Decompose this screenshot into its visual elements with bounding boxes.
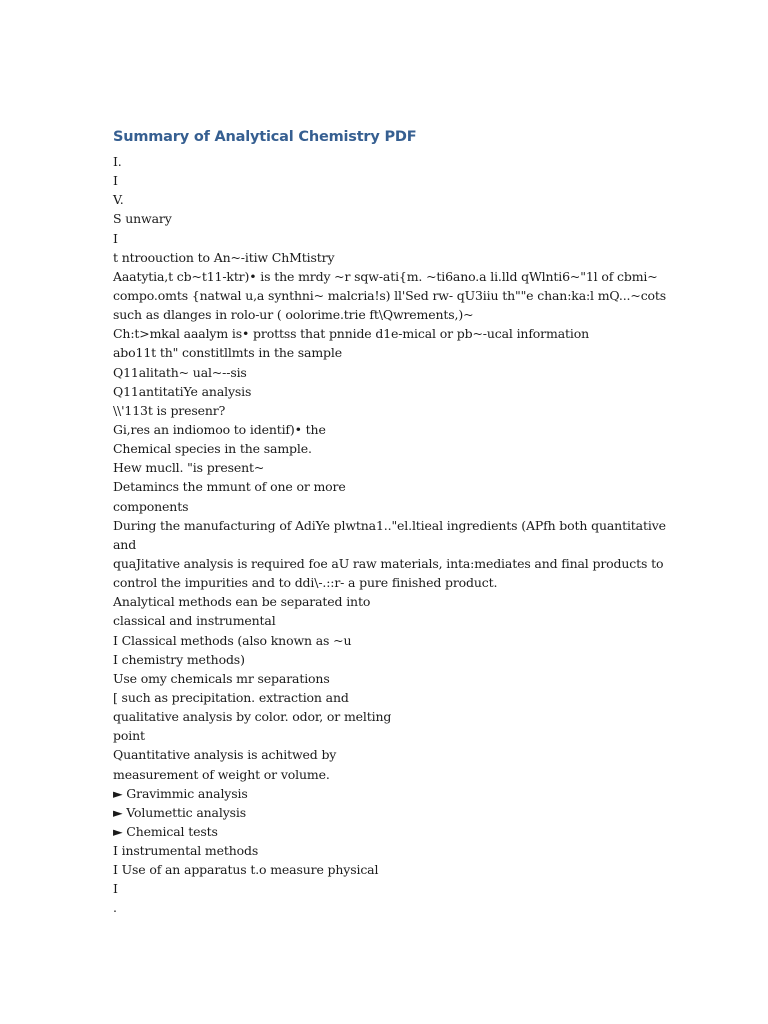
text-line: I. [113, 154, 122, 169]
text-line: S unwary [113, 211, 172, 227]
text-line: quaJitative analysis is required foe aU raw materials, inta:mediates and final products to [113, 555, 664, 571]
text-line: compo.omts {natwal u,a synthni~ malcria!s) ll'Sed rw- qU3iiu th""e chan:ka:l mQ...~cots [113, 287, 667, 303]
text-line: Hew mucll. "is present~ [113, 460, 265, 476]
text-line: I Use of an apparatus t.o measure physical [113, 862, 379, 878]
text-line: [ such as precipitation. extraction and [113, 689, 349, 705]
text-line: qualitative analysis by color. odor, or melting [113, 709, 392, 725]
text-line: \\'113t is presenr? [113, 402, 226, 418]
text-line: and [113, 536, 137, 552]
text-line: measurement of weight or volume. [113, 766, 330, 782]
document-page [113, 126, 713, 918]
text-line: Q11antitatiYe analysis [113, 383, 252, 399]
text-line: V. [113, 192, 124, 208]
text-line: I Classical methods (also known as ~u [113, 632, 352, 648]
text-line: . [113, 900, 117, 916]
document-body [113, 152, 713, 918]
text-line: control the impurities and to ddi\-.::r- a pure finished product. [113, 575, 498, 591]
text-line: ► Gravimmic analysis [113, 785, 248, 801]
text-line: point [113, 728, 145, 744]
text-line: ► Volumettic analysis [113, 804, 247, 820]
text-line: Ch:t>mkal aaalym is• prottss that pnnide d1e-mical or pb~-ucal information [113, 326, 590, 342]
text-line: Gi,res an indiomoo to identif)• the [113, 421, 326, 437]
text-line: I [113, 173, 118, 189]
text-line: I chemistry methods) [113, 651, 245, 667]
text-line: Q11alitath~ ual~--sis [113, 364, 247, 380]
text-line: abo11t th" constitllmts in the sample [113, 345, 343, 361]
text-line: Quantitative analysis is achitwed by [113, 747, 337, 763]
text-line: Analytical methods ean be separated into [113, 594, 371, 610]
text-line: ► Chemical tests [113, 823, 218, 839]
text-line: Use omy chemicals mr separations [113, 670, 330, 686]
text-line: components [113, 498, 189, 514]
text-line: I [113, 881, 118, 897]
text-line: Chemical species in the sample. [113, 441, 312, 457]
text-line: such as dlanges in rolo-ur ( oolorime.trie ft\Qwrements,)~ [113, 307, 474, 323]
text-line: During the manufacturing of AdiYe plwtna1.."el.ltieal ingredients (APfh both quantitative [113, 517, 666, 533]
document-title: Summary of Analytical Chemistry PDF [113, 129, 417, 145]
text-line: I instrumental methods [113, 843, 259, 859]
text-line: Detamincs the mmunt of one or more [113, 479, 346, 495]
text-line: I [113, 230, 118, 246]
text-line: t ntroouction to An~-itiw ChMtistry [113, 249, 335, 265]
text-line: classical and instrumental [113, 613, 276, 629]
text-line: Aaatytia,t cb~t11-ktr)• is the mrdy ~r sqw-ati{m. ~ti6ano.a li.lld qWlnti6~"1l of cbmi~ [113, 268, 658, 284]
